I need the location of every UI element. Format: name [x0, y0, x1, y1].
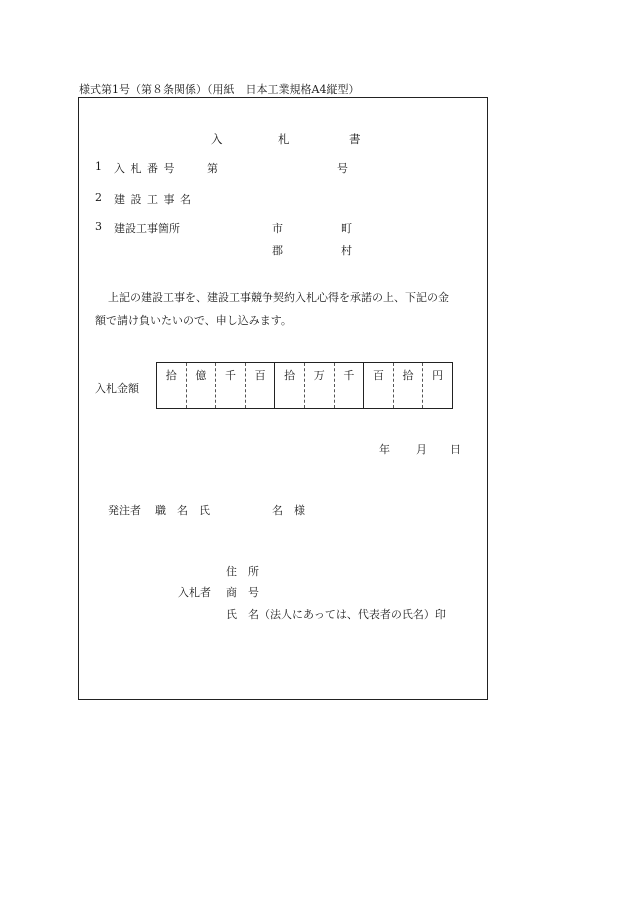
bidder-label: 入札者: [178, 586, 211, 599]
item3-city: 市: [272, 222, 283, 235]
amount-unit-cell[interactable]: 円: [422, 363, 452, 408]
item1-suffix: 号: [337, 162, 348, 175]
date-month: 月: [416, 443, 427, 456]
orderer-prefix: 発注者: [108, 504, 141, 517]
item1-number: 1: [95, 160, 102, 173]
amount-unit-cell[interactable]: 億: [186, 363, 216, 408]
bidder-name: 氏 名（法人にあっては、代表者の氏名）印: [226, 608, 446, 621]
amount-unit-cell[interactable]: 拾: [274, 363, 304, 408]
title-char: 入: [211, 132, 223, 146]
bidder-address: 住 所: [226, 565, 259, 578]
item3-village: 村: [341, 244, 352, 257]
amount-unit-cell[interactable]: 千: [334, 363, 364, 408]
title-char: 書: [349, 132, 361, 146]
title-char: 札: [278, 132, 290, 146]
item1-prefix: 第: [207, 162, 218, 175]
amount-unit-cell[interactable]: 万: [304, 363, 334, 408]
item2-label: 建 設 工 事 名: [114, 193, 192, 206]
amount-unit-cell[interactable]: 拾: [393, 363, 423, 408]
bidder-trade-name: 商 号: [226, 586, 259, 599]
item3-county: 郡: [272, 244, 283, 257]
item2-number: 2: [95, 191, 102, 204]
item3-label: 建設工事箇所: [114, 222, 180, 235]
orderer-name-suffix: 名 様: [272, 504, 305, 517]
amount-grid[interactable]: [156, 362, 453, 409]
date-day: 日: [450, 443, 461, 456]
item3-town: 町: [341, 222, 352, 235]
item1-label: 入 札 番 号: [114, 162, 176, 175]
amount-unit-cell[interactable]: 拾: [165, 369, 177, 382]
orderer-position: 職 名 氏: [155, 504, 210, 517]
body-text-line2: 額で請け負いたいので、申し込みます。: [95, 314, 292, 327]
form-label: 様式第1号（第８条関係）（用紙 日本工業規格A4縦型）: [79, 83, 360, 96]
body-text-line1: 上記の建設工事を、建設工事競争契約入札心得を承諾の上、下記の金: [108, 291, 449, 304]
amount-unit-cell[interactable]: 百: [245, 363, 275, 408]
amount-label: 入札金額: [95, 382, 139, 395]
amount-unit-cell[interactable]: 千: [215, 363, 245, 408]
date-year: 年: [379, 443, 390, 456]
item3-number: 3: [95, 220, 102, 233]
amount-unit-cell[interactable]: 百: [363, 363, 393, 408]
